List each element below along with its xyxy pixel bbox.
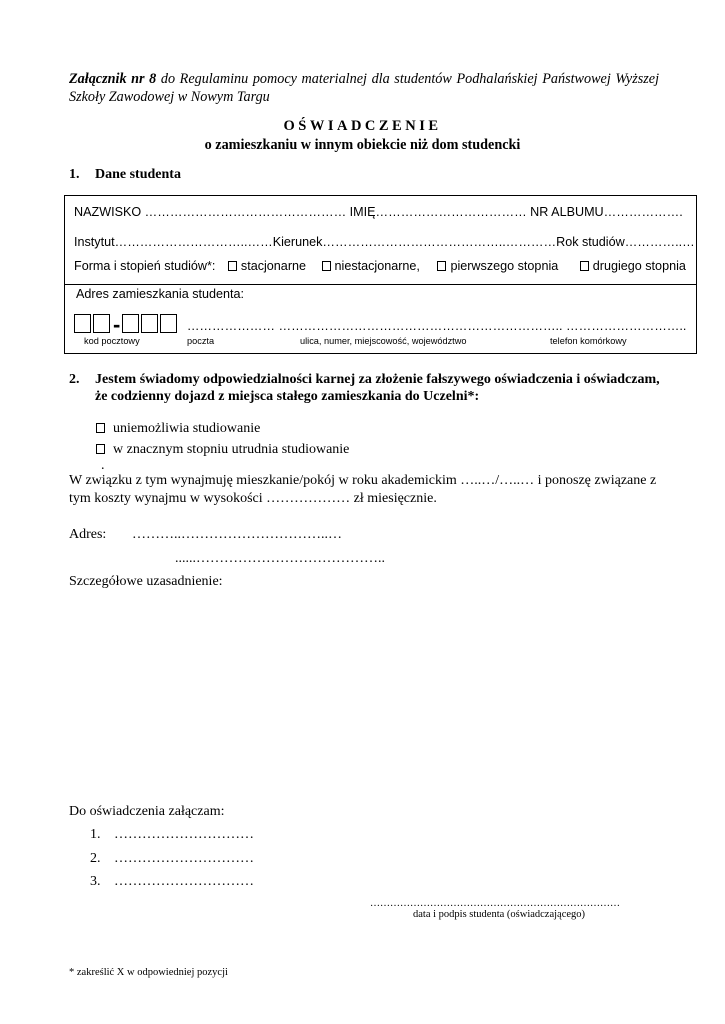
institute-row[interactable]: Instytut…………………………..……Kierunek……………………………………..…………Rok studiów…………..… [74,235,695,249]
study-form-row [74,259,686,273]
address-title: Adres: [69,527,107,542]
stacjonarne-label: stacjonarne [240,259,307,273]
niestacjonarne-label: niestacjonarne, [334,259,420,273]
pierwszego-stopnia-checkbox[interactable] [437,261,446,271]
rental-paragraph: W związku z tym wynajmuję mieszkanie/pokój w roku akademickim …..…/…..… i ponoszę związane z tym koszty wynajmu w wysokości ……………… zł miesięcznie. [69,473,657,506]
document-header [69,70,659,106]
attachment-item[interactable]: 2. ………………………… [90,851,254,866]
section-1-heading [69,167,181,183]
postal-code-digit-1[interactable] [74,314,91,333]
label-postal-code: kod pocztowy [84,336,140,346]
address-line-1[interactable]: ………..…………………………..… [132,527,342,542]
label-post-office: poczta [187,336,215,346]
postal-code-digit-4[interactable] [141,314,158,333]
attachment-item[interactable]: 1. ………………………… [90,827,254,842]
option-impossible-checkbox[interactable] [96,423,105,433]
address-label: Adres zamieszkania studenta: [76,287,245,301]
header-annex-number: Załącznik nr 8 [69,71,157,87]
section-2-number: 2. [69,372,80,387]
label-phone: telefon komórkowy [550,336,627,346]
section-1-number: 1. [69,167,80,182]
address-dots[interactable]: ………………… ………………………………………………………….. ……………………….. [186,319,687,333]
name-row[interactable]: NAZWISKO ………………………………………… IMIĘ……………………………… NR ALBUMU………………. [74,205,683,219]
document-subtitle: o zamieszkaniu w innym obiekcie niż dom studencki [204,137,521,153]
student-data-divider [64,284,697,285]
niestacjonarne-checkbox[interactable] [322,261,331,271]
footnote: * zakreślić X w odpowiedniej pozycji [69,967,228,978]
section-2-text: Jestem świadomy odpowiedzialności karnej za złożenie fałszywego oświadczenia i oświadczam, że codzienny dojazd z miejsca stałego zamieszkania do Uczelni*: [95,372,660,404]
pierwszego-stopnia-label: pierwszego stopnia [450,259,559,273]
drugiego-stopnia-checkbox[interactable] [580,261,589,271]
study-form-label: Forma i stopień studiów*: [74,259,216,273]
justification-area[interactable] [69,596,659,786]
option-difficult [96,442,349,458]
stacjonarne-checkbox[interactable] [228,261,237,271]
attachments-label: Do oświadczenia załączam: [69,804,225,819]
justification-label: Szczegółowe uzasadnienie: [69,574,223,589]
label-street: ulica, numer, miejscowość, województwo [300,336,467,346]
section-1-title: Dane studenta [95,167,181,182]
postal-code-digit-2[interactable] [93,314,110,333]
document-title: OŚWIADCZENIE [283,118,442,134]
option-impossible [96,421,260,437]
header-text: do Regulaminu pomocy materialnej dla studentów Podhalańskiej Państwowej Wyższej Szkoły Zawodowej w Nowym Targu [69,71,660,105]
postal-code-digit-3[interactable] [122,314,139,333]
address-line-2[interactable]: ......………………………………….. [175,551,385,566]
option-impossible-label: uniemożliwia studiowanie [113,421,261,436]
address-fields-row [74,312,686,338]
drugiego-stopnia-label: drugiego stopnia [592,259,686,273]
stray-dot: . [101,458,105,473]
signature-dots[interactable]: ………………………………………………………………… [370,898,620,909]
postal-code-dash: - [113,312,121,337]
option-difficult-label: w znacznym stopniu utrudnia studiowanie [113,442,350,457]
postal-code-digit-5[interactable] [160,314,177,333]
signature-label: data i podpis studenta (oświadczającego) [413,909,586,920]
attachment-item[interactable]: 3. ………………………… [90,874,254,889]
section-2-statement [69,371,669,405]
option-difficult-checkbox[interactable] [96,444,105,454]
